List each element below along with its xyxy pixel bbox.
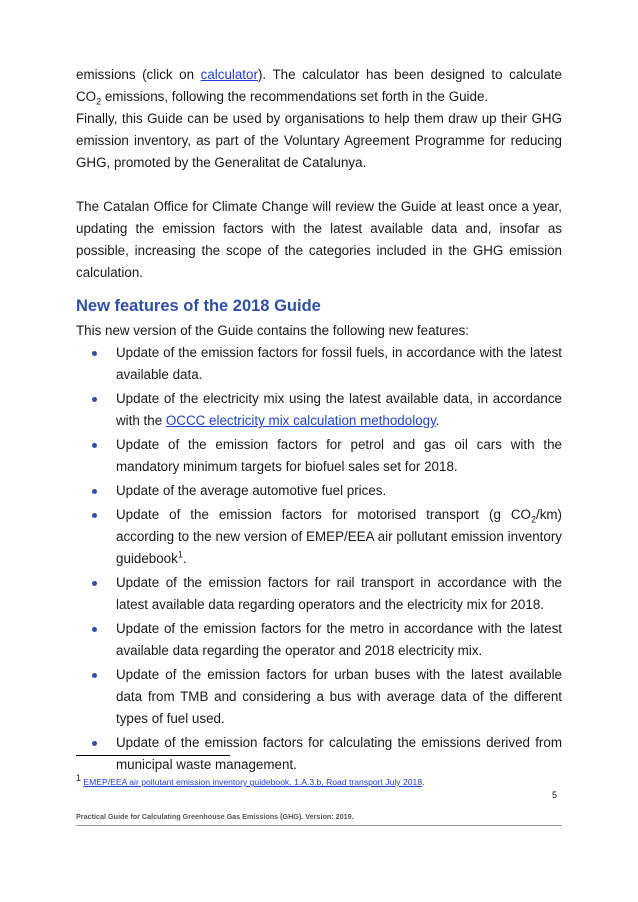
bullet-icon: [92, 513, 97, 518]
list-item: [76, 480, 562, 502]
bullet-icon: [92, 443, 97, 448]
calculator-link[interactable]: calculator: [200, 67, 258, 82]
occc-methodology-link[interactable]: OCCC electricity mix calculation methodology: [165, 413, 436, 428]
list-item: [76, 572, 562, 616]
list-item: [76, 664, 562, 730]
bullet-icon: [92, 351, 97, 356]
footnote-marker: 1: [76, 773, 82, 784]
list-item: [76, 388, 562, 432]
list-item-text: Update of the emission factors for rail transport in accordance with the latest available data regarding operators and the electricity mix for 2018.: [116, 575, 562, 612]
main-content: [76, 64, 562, 778]
footnote-link[interactable]: EMEP/EEA air pollutant emission inventory guidebook. 1.A.3.b, Road transport July 2018: [83, 777, 423, 787]
list-item-text: Update of the emission factors for fossil fuels, in accordance with the latest available data.: [116, 345, 562, 382]
list-item: [76, 618, 562, 662]
list-item-text: Update of the emission factors for the metro in accordance with the latest available data regarding the operator and 2018 electricity mix.: [116, 621, 562, 658]
bullet-icon: [92, 627, 97, 632]
paragraph-calculator: [76, 64, 562, 108]
paragraph-organisations: Finally, this Guide can be used by organisations to help them draw up their GHG emission inventory, as part of the Voluntary Agreement Programme for reducing GHG, promoted by the Generalitat de Catalunya.: [76, 111, 562, 170]
paragraph-review: The Catalan Office for Climate Change will review the Guide at least once a year, updating the emission factors with the latest available data and, insofar as possible, increasing the scope of the categories included in the GHG emission calculation.: [76, 199, 562, 280]
list-item-text: Update of the emission factors for calculating the emissions derived from municipal waste management.: [116, 735, 562, 772]
list-item-text: Update of the electricity mix using the latest available data, in accordance with the: [116, 391, 562, 428]
footnote-reference: 1: [177, 549, 183, 560]
section-intro: This new version of the Guide contains the following new features:: [76, 323, 470, 338]
footer-divider: [76, 825, 562, 826]
list-item: [76, 504, 562, 570]
page-number: 5: [552, 790, 558, 800]
features-list: [76, 342, 562, 776]
list-item: [76, 434, 562, 478]
text-span: .: [422, 777, 425, 787]
text-span: .: [182, 551, 187, 566]
bullet-icon: [92, 741, 97, 746]
bullet-icon: [92, 673, 97, 678]
text-span: emissions, following the recommendations set forth in the Guide.: [101, 89, 489, 104]
list-item-text: Update of the emission factors for petrol and gas oil cars with the mandatory minimum targets for biofuel sales set for 2018.: [116, 437, 562, 474]
text-span: emissions (click on: [76, 67, 201, 82]
bullet-icon: [92, 397, 97, 402]
text-span: /km) according to the new version of EMEP/EEA air pollutant emission inventory guidebook: [116, 507, 562, 566]
footnote: [76, 773, 425, 788]
bullet-icon: [92, 489, 97, 494]
subscript: 2: [96, 96, 102, 107]
footnote-divider: [76, 755, 230, 756]
list-item-text: Update of the average automotive fuel prices.: [116, 483, 387, 498]
section-heading: New features of the 2018 Guide: [76, 297, 321, 315]
list-item-text: Update of the emission factors for motorised transport (g CO: [116, 507, 531, 522]
subscript: 2: [530, 514, 536, 525]
bullet-icon: [92, 581, 97, 586]
list-item: [76, 732, 562, 776]
list-item-text: Update of the emission factors for urban buses with the latest available data from TMB and considering a bus with average data of the different types of fuel used.: [116, 667, 562, 726]
page-footer: Practical Guide for Calculating Greenhouse Gas Emissions (GHG). Version: 2019.: [76, 812, 354, 821]
text-span: .: [435, 413, 440, 428]
list-item: [76, 342, 562, 386]
text-span: ). The calculator has been designed to calculate CO: [76, 67, 562, 104]
